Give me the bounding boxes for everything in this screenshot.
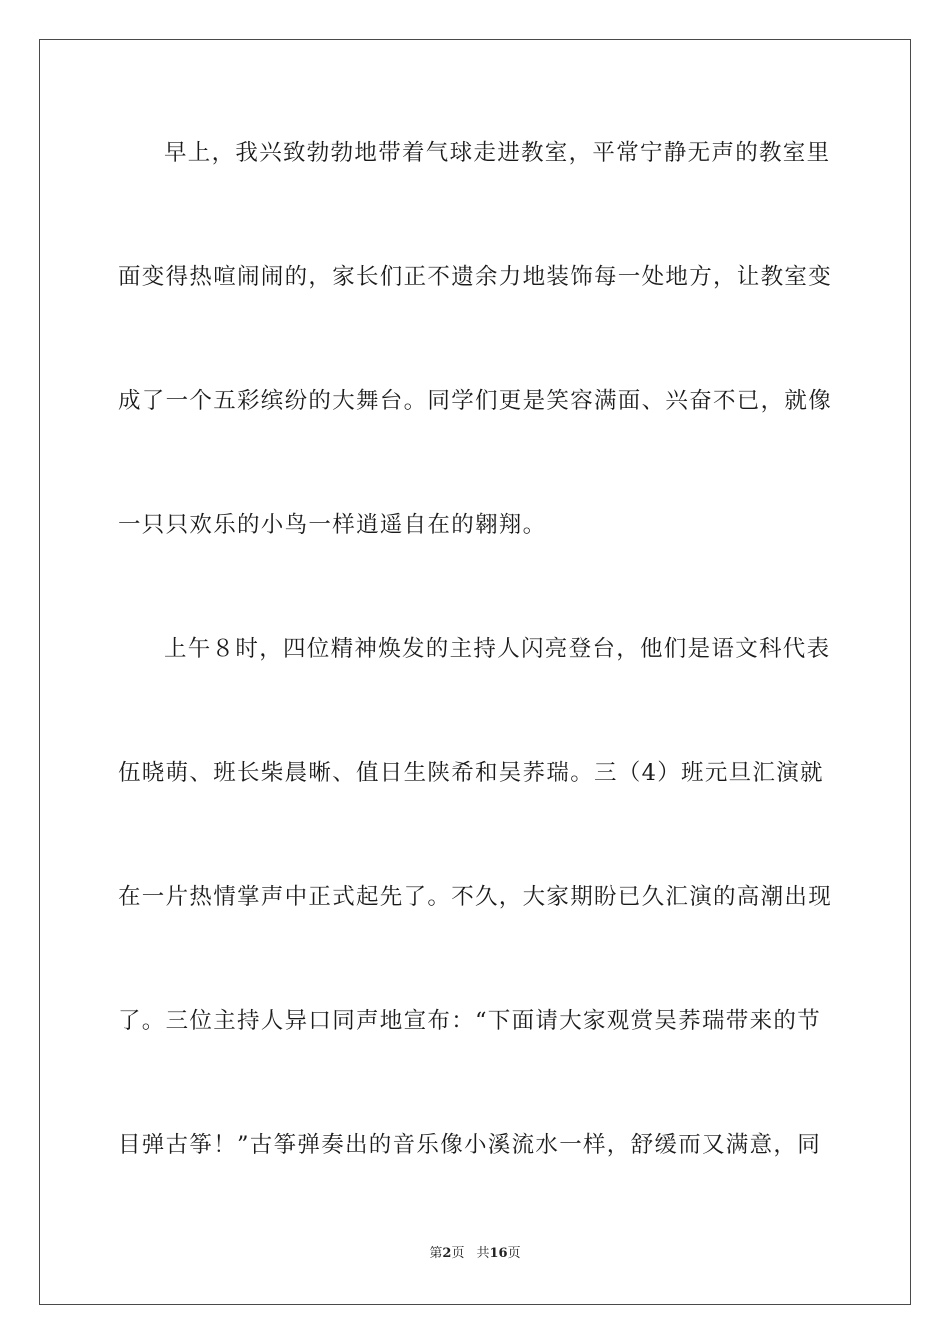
- paragraph-2-line-1: 上午８时，四位精神焕发的主持人闪亮登台，他们是语文科代表: [164, 636, 831, 662]
- paragraph-2-line-4: 了。三位主持人异口同声地宣布：“下面请大家观赏吴荞瑞带来的节: [118, 1008, 822, 1034]
- paragraph-2-line-5: 目弹古筝！”古筝弹奏出的音乐像小溪流水一样，舒缓而又满意，同: [118, 1132, 822, 1158]
- paragraph-1-line-4: 一只只欢乐的小鸟一样逍遥自在的翱翔。: [118, 512, 547, 538]
- paragraph-2-line-2: 伍晓萌、班长柴晨晰、值日生陕希和吴荞瑞。三（4）班元旦汇演就: [118, 760, 824, 786]
- footer-total-prefix: 共: [476, 1246, 490, 1261]
- footer-total-suffix: 页: [507, 1246, 521, 1261]
- footer-page-prefix: 第: [429, 1246, 443, 1261]
- paragraph-2-line-3: 在一片热情掌声中正式起先了。不久，大家期盼已久汇演的高潮出现: [118, 884, 833, 910]
- footer-page-number: 2: [442, 1246, 452, 1261]
- paragraph-1-line-2: 面变得热喧闹闹的，家长们正不遗余力地装饰每一处地方，让教室变: [118, 264, 833, 290]
- paragraph-1-line-1: 早上，我兴致勃勃地带着气球走进教室，平常宁静无声的教室里: [164, 140, 831, 166]
- footer-total-pages: 16: [489, 1246, 508, 1261]
- paragraph-1-line-3: 成了一个五彩缤纷的大舞台。同学们更是笑容满面、兴奋不已，就像: [118, 388, 833, 414]
- page-border: [39, 39, 911, 1305]
- page-footer: [0, 1245, 950, 1263]
- footer-page-suffix: 页: [451, 1246, 465, 1261]
